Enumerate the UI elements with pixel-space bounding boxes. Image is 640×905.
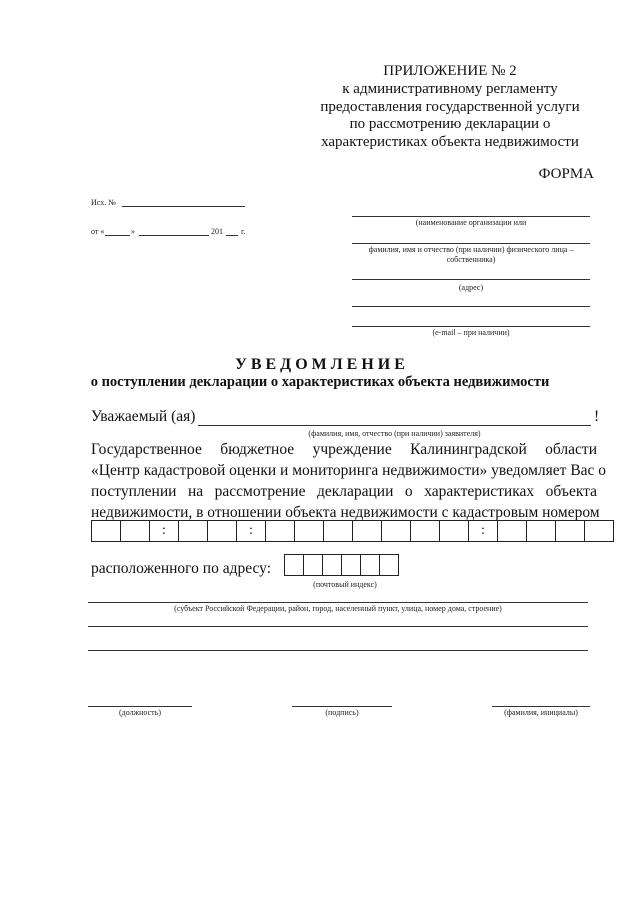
recipient-address-caption: (адрес)	[458, 283, 484, 292]
recipient-address-field[interactable]	[352, 279, 590, 280]
cadastral-cell[interactable]	[411, 521, 440, 542]
date-year-field[interactable]	[226, 235, 238, 236]
cadastral-cell[interactable]	[324, 521, 353, 542]
form-label: ФОРМА	[538, 166, 594, 182]
cadastral-cell[interactable]	[121, 521, 150, 542]
cadastral-cell[interactable]	[353, 521, 382, 542]
position-field[interactable]	[88, 706, 192, 707]
date-mid-label: »	[131, 227, 135, 236]
notice-subtitle: о поступлении декларации о характеристиках объекта недвижимости	[90, 374, 550, 390]
address-detail-field-2[interactable]	[88, 626, 588, 627]
body-line-4: недвижимости, в отношении объекта недвижимости с кадастровым номером	[91, 504, 600, 521]
date-year-label: 201	[211, 227, 223, 236]
name-caption: (фамилия, инициалы)	[504, 708, 578, 717]
cadastral-cell[interactable]	[382, 521, 411, 542]
outgoing-ref-field[interactable]	[122, 206, 245, 207]
cadastral-cell[interactable]	[266, 521, 295, 542]
postal-index-cell[interactable]	[342, 555, 361, 576]
salutation-caption: (фамилия, имя, отчество (при наличии) заявителя)	[308, 429, 481, 438]
body-line-1: Государственное бюджетное учреждение Калининградской области	[91, 441, 597, 458]
date-suffix-label: г.	[241, 227, 246, 236]
date-month-field[interactable]	[139, 235, 209, 236]
appendix-line-2: предоставления государственной услуги	[320, 99, 580, 115]
signature-caption: (подпись)	[325, 708, 359, 717]
name-field[interactable]	[492, 706, 590, 707]
cadastral-cell[interactable]	[527, 521, 556, 542]
cadastral-cell[interactable]	[179, 521, 208, 542]
recipient-person-field[interactable]	[352, 243, 590, 244]
cadastral-cell[interactable]: :	[237, 521, 266, 542]
cadastral-cell[interactable]: :	[469, 521, 498, 542]
cadastral-cell[interactable]	[556, 521, 585, 542]
notice-title: У В Е Д О М Л Е Н И Е	[235, 356, 405, 373]
cadastral-cell[interactable]	[585, 521, 614, 542]
recipient-email-caption: (e-mail – при наличии)	[432, 328, 510, 337]
address-detail-field-3[interactable]	[88, 650, 588, 651]
body-line-3: поступлении на рассмотрение декларации о характеристиках объекта	[91, 483, 597, 500]
appendix-line-4: характеристиках объекта недвижимости	[321, 134, 579, 150]
outgoing-ref-label: Исх. №	[91, 198, 116, 207]
recipient-person-caption: фамилия, имя и отчество (при наличии) физического лица –	[368, 245, 574, 254]
cadastral-number-grid	[91, 520, 614, 542]
postal-index-caption: (почтовый индекс)	[313, 580, 377, 589]
salutation-name-field[interactable]	[198, 425, 591, 426]
postal-index-cell[interactable]	[323, 555, 342, 576]
postal-index-cell[interactable]	[285, 555, 304, 576]
address-label: расположенного по адресу:	[91, 560, 271, 577]
cadastral-cell[interactable]	[440, 521, 469, 542]
recipient-email-field[interactable]	[352, 326, 590, 327]
salutation-end: !	[594, 408, 600, 425]
cadastral-cell[interactable]	[208, 521, 237, 542]
body-line-2: «Центр кадастровой оценки и мониторинга недвижимости» уведомляет Вас о	[91, 462, 607, 479]
postal-index-cell[interactable]	[361, 555, 380, 576]
address-detail-caption: (субъект Российской Федерации, район, город, населенный пункт, улица, номер дома, строение)	[174, 604, 502, 613]
appendix-line-1: к административному регламенту	[342, 81, 558, 97]
date-from-label: от «	[91, 227, 105, 236]
position-caption: (должность)	[119, 708, 161, 717]
recipient-org-field[interactable]	[352, 216, 590, 217]
recipient-address-field-2[interactable]	[352, 306, 590, 307]
salutation-label: Уважаемый (ая)	[91, 408, 196, 425]
postal-index-cell[interactable]	[380, 555, 399, 576]
appendix-title: ПРИЛОЖЕНИЕ № 2	[383, 63, 517, 79]
cadastral-cell[interactable]	[92, 521, 121, 542]
recipient-org-caption: (наименование организации или	[415, 218, 527, 227]
address-detail-field[interactable]	[88, 602, 588, 603]
cadastral-cell[interactable]	[295, 521, 324, 542]
cadastral-cell[interactable]: :	[150, 521, 179, 542]
postal-index-cell[interactable]	[304, 555, 323, 576]
appendix-line-3: по рассмотрению декларации о	[349, 116, 551, 132]
recipient-owner-caption: собственника)	[446, 255, 496, 264]
cadastral-cell[interactable]	[498, 521, 527, 542]
postal-index-grid	[284, 554, 399, 576]
signature-field[interactable]	[292, 706, 392, 707]
date-day-field[interactable]	[105, 235, 130, 236]
